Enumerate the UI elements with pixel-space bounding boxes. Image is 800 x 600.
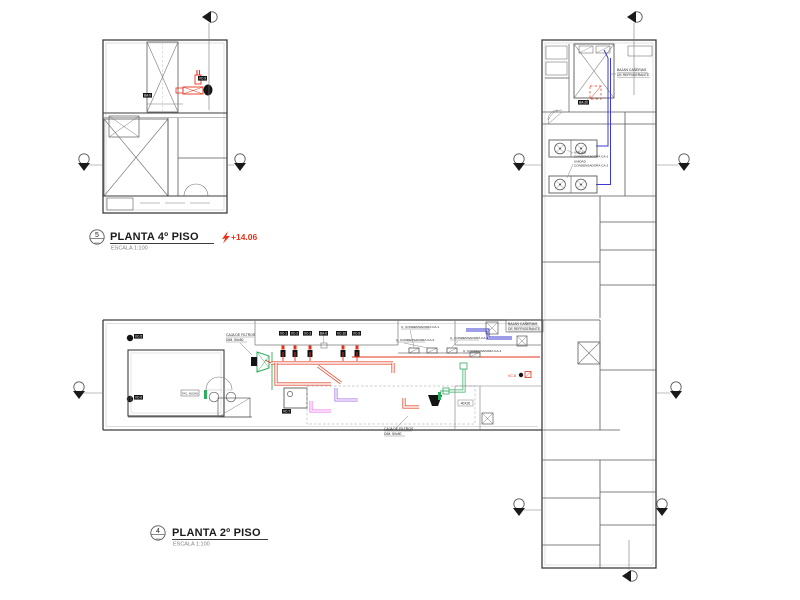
equipment-tag [198, 76, 207, 81]
section-marker [656, 499, 668, 516]
callout-plan-2-piso [151, 526, 268, 548]
cond-label-4: U. CONDENSADORA CA-4 [463, 349, 502, 353]
right-wing-drawing [542, 40, 656, 568]
tag-ba9-4th: BA-9 [143, 93, 152, 98]
fan-coil-unit-4th [147, 70, 213, 104]
tag-ba6: BA-6 [319, 331, 328, 336]
cond-label-3: U. CONDENSADORA CA-3 [450, 336, 489, 340]
large-room-left [128, 350, 224, 416]
tag-vc8: VC-8 [508, 374, 516, 378]
section-marker [78, 154, 90, 171]
section-marker [234, 154, 246, 171]
elevation-flash-icon [222, 231, 230, 244]
equipment-tag [578, 99, 589, 105]
condensate-green-duct [440, 363, 467, 394]
equipment-tag [134, 395, 143, 400]
riser-label-mid [506, 320, 543, 332]
equipment-tag [134, 334, 143, 339]
unidad1-line1: UNIDAD [574, 150, 586, 155]
section-marker [513, 154, 525, 171]
tag-vc9-mid: VC-9 [352, 331, 361, 336]
duct-riser-box [590, 86, 601, 99]
condenser-labels-right [567, 150, 608, 178]
elevation-value: +14.06 [231, 232, 258, 242]
cond-label-1: U. CONDENSADORA CA-1 [401, 325, 440, 329]
riser-label-right [611, 67, 650, 77]
caja-top-line1: CAJA DE FILTROS [226, 333, 256, 337]
extract-ducts [311, 388, 358, 411]
tag-vc2: VC-2 [290, 331, 299, 336]
section-marker [622, 570, 637, 582]
section-marker [73, 382, 85, 399]
plan-4-piso-drawing [103, 40, 227, 213]
hatch-box-right [578, 342, 600, 364]
section-marker [670, 382, 682, 399]
riser-right-line1: BAJAN CAÑERIAS [617, 68, 647, 72]
double-door-arcs [184, 184, 208, 196]
dim-40x20: 40X20 [460, 401, 471, 406]
hatched-room [104, 119, 168, 196]
green-supply-unit [251, 352, 272, 390]
callout-plan-4-piso [90, 230, 258, 252]
riser-mid-line1: BAJAN CAÑERIAS [508, 322, 538, 326]
condenser-group-2 [549, 176, 597, 193]
tag-vc1: VC-1 [279, 331, 288, 336]
riser-mid-line2: DE REFRIGERANTE [508, 327, 541, 331]
riser-right-line2: DE REFRIGERANTE [617, 73, 650, 77]
middle-wing-drawing [103, 320, 543, 436]
title-planta-2-piso: PLANTA 2º PISO [172, 527, 261, 539]
cond-label-2: U. CONDENSADORA CA-2 [396, 338, 435, 342]
nicho-label: TAC. NICHO [181, 391, 199, 396]
supply-duct-network [265, 352, 540, 407]
section-marker [678, 154, 690, 171]
equipment-tag [143, 93, 152, 98]
section-marker [627, 11, 642, 23]
condenser-row-mid [396, 325, 501, 357]
caja-top-line2: DIM. 50x50 [226, 338, 244, 342]
caja-bottom-line2: DIM. 50x50 [384, 432, 402, 436]
section-marker [513, 499, 525, 516]
section-markers [73, 11, 690, 582]
tag-vc10: VC-10 [336, 331, 347, 336]
unidad2-line2: CONDENSADORA CA-2 [574, 163, 609, 168]
scale-planta-4-piso: ESCALA 1:100 [111, 245, 148, 252]
callout-number-4: 4 [156, 528, 160, 535]
caja-bottom-line1: CAJA DE FILTROS [384, 427, 414, 431]
fan-tags-row [279, 331, 361, 343]
elevation-mark [222, 231, 258, 244]
tag-ba10: BA-10 [579, 100, 588, 105]
extract-fan-right [428, 392, 473, 406]
stair-shaft [147, 42, 178, 112]
caja-filtros-top-label [226, 333, 256, 355]
unidad2-line1: UNIDAD [574, 159, 586, 164]
tag-vc5: VC-5 [134, 334, 143, 339]
title-planta-4-piso: PLANTA 4º PISO [110, 231, 199, 243]
tag-vc7: VC-7 [282, 409, 291, 414]
scale-planta-2-piso: ESCALA 1:100 [173, 541, 210, 548]
vc5-fan-dot [127, 335, 133, 341]
hatch-box-mid [482, 413, 493, 424]
tag-vc3: VC-3 [303, 331, 312, 336]
nicho-label-box [181, 390, 207, 399]
double-door-mid [206, 377, 232, 390]
callout-number-5: 5 [95, 232, 99, 239]
caja-filtros-bottom-label [384, 416, 414, 436]
section-marker [202, 11, 217, 23]
tag-vc9-4th: VC-9 [198, 76, 207, 81]
equipment-room [282, 388, 307, 414]
vc8-unit [508, 372, 531, 379]
tag-vc6: VC-6 [134, 395, 143, 400]
unidad1-line2: CONDENSADORA CA-1 [574, 154, 609, 159]
